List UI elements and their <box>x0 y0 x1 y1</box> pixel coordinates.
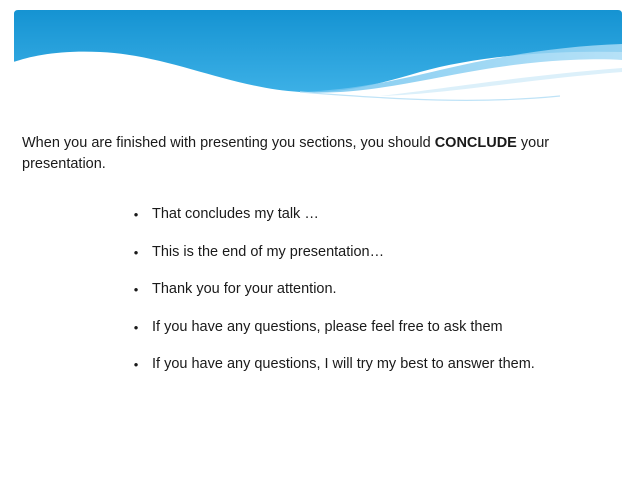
bullet-item <box>130 318 535 337</box>
bullet-text: If you have any questions, I will try my best to answer them. <box>152 356 535 373</box>
bullet-dot: • <box>133 319 139 335</box>
intro-text-after: your presentation. <box>22 135 550 172</box>
bullet-text: This is the end of my presentation… <box>152 243 385 260</box>
intro-text-before: When you are finished with presenting you sections, you should <box>22 135 435 151</box>
bullet-text: Thank you for your attention. <box>152 281 337 298</box>
bullet-dot: • <box>133 282 139 298</box>
bullet-item <box>130 243 535 262</box>
intro-paragraph <box>22 133 582 175</box>
header-wave-decoration <box>0 0 638 110</box>
intro-emphasis: CONCLUDE <box>434 135 517 151</box>
bullet-item <box>130 280 535 299</box>
bullet-item <box>130 205 535 224</box>
bullet-item <box>130 355 535 374</box>
bullet-dot: • <box>133 244 139 260</box>
bullet-text: If you have any questions, please feel free to ask them <box>152 318 503 335</box>
bullet-list <box>130 205 535 393</box>
bullet-dot: • <box>133 357 139 373</box>
bullet-text: That concludes my talk … <box>152 206 319 222</box>
bullet-dot: • <box>133 207 139 222</box>
